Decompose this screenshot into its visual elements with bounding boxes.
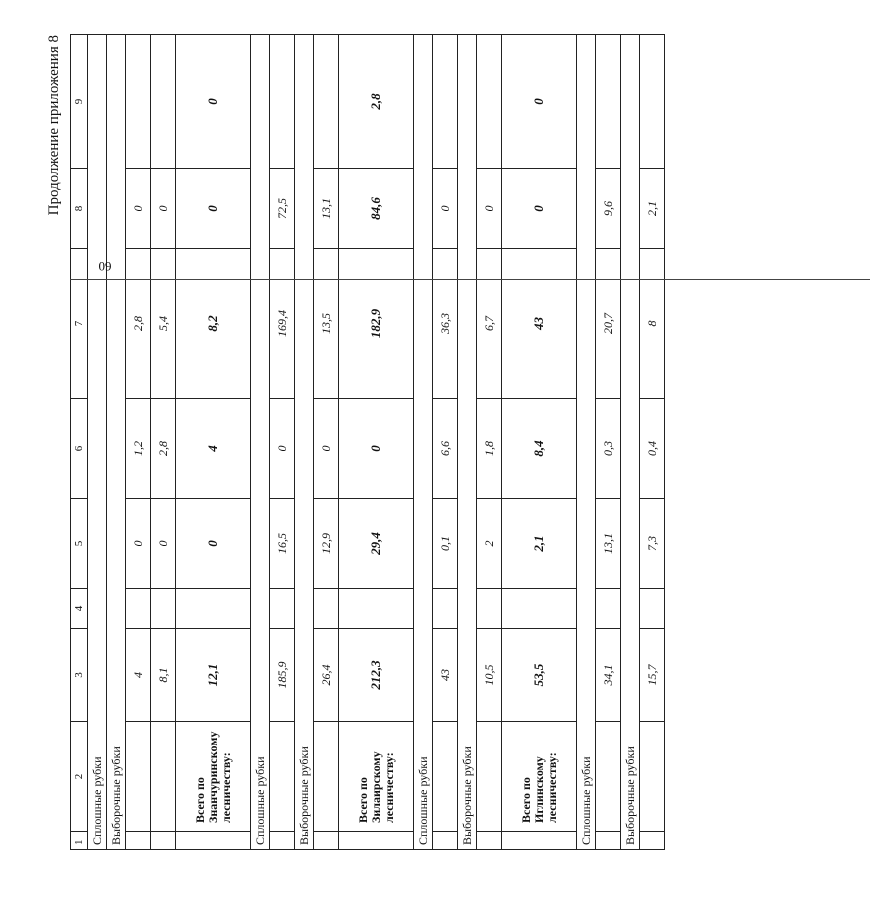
- value-cell: [596, 35, 621, 169]
- category-row: [251, 35, 270, 850]
- value-row: [314, 35, 339, 850]
- page-number: 60: [98, 259, 112, 274]
- value-cell: 0: [433, 169, 458, 249]
- value-cell: 0,3: [596, 399, 621, 499]
- column-number: 3: [71, 629, 88, 722]
- value-cell: [596, 589, 621, 629]
- total-label-line: лесничеству:: [544, 752, 559, 823]
- value-cell: 4: [126, 629, 151, 722]
- total-label-line: Знанчуринскому: [205, 731, 220, 823]
- empty-cell: [502, 832, 577, 850]
- total-label-line: Всего по: [355, 777, 370, 823]
- column-number: 6: [71, 399, 88, 499]
- category-label: Сплошные рубки: [88, 35, 107, 850]
- value-cell: [314, 589, 339, 629]
- total-value-cell: 182,9: [339, 249, 414, 399]
- value-cell: [270, 722, 295, 832]
- value-cell: 13,5: [314, 249, 339, 399]
- empty-cell: [314, 832, 339, 850]
- total-label-line: Всего по: [192, 777, 207, 823]
- category-label: Выборочные рубки: [458, 35, 477, 850]
- total-value-cell: 0: [339, 399, 414, 499]
- value-row: [151, 35, 176, 850]
- empty-cell: [596, 832, 621, 850]
- value-cell: [126, 589, 151, 629]
- value-cell: 2,8: [126, 249, 151, 399]
- value-cell: [433, 35, 458, 169]
- value-cell: [151, 589, 176, 629]
- value-row: [126, 35, 151, 850]
- column-number: 5: [71, 499, 88, 589]
- value-cell: [151, 35, 176, 169]
- total-value-cell: 0: [176, 35, 251, 169]
- category-row: [88, 35, 107, 850]
- value-cell: 8: [640, 249, 665, 399]
- category-row: [458, 35, 477, 850]
- rotated-page-content: [40, 35, 659, 850]
- total-label-line: Всего по Иглинскому: [518, 756, 546, 823]
- category-row: [577, 35, 596, 850]
- value-cell: 0: [477, 169, 502, 249]
- column-number: 2: [71, 722, 88, 832]
- column-number: 8: [71, 169, 88, 249]
- total-value-cell: [176, 589, 251, 629]
- total-value-cell: 8,2: [176, 249, 251, 399]
- column-number: 9: [71, 35, 88, 169]
- value-cell: 20,7: [596, 249, 621, 399]
- total-value-cell: 4: [176, 399, 251, 499]
- logging-data-table: [70, 34, 665, 850]
- total-value-cell: 0: [502, 169, 577, 249]
- empty-cell: [477, 832, 502, 850]
- total-label: [176, 722, 251, 832]
- table-body: [71, 35, 665, 850]
- empty-cell: [126, 832, 151, 850]
- total-value-cell: [339, 589, 414, 629]
- value-cell: [477, 589, 502, 629]
- value-row: [640, 35, 665, 850]
- value-row: [596, 35, 621, 850]
- empty-cell: [151, 832, 176, 850]
- value-cell: [433, 722, 458, 832]
- total-value-cell: 43: [502, 249, 577, 399]
- category-label: Сплошные рубки: [577, 35, 596, 850]
- total-row: [502, 35, 577, 850]
- value-cell: [640, 35, 665, 169]
- value-cell: 5,4: [151, 249, 176, 399]
- value-cell: 2: [477, 499, 502, 589]
- value-cell: [640, 589, 665, 629]
- page-divider-line: [70, 279, 870, 280]
- value-cell: [596, 722, 621, 832]
- value-cell: 0: [314, 399, 339, 499]
- total-value-cell: 84,6: [339, 169, 414, 249]
- column-number: 7: [71, 249, 88, 399]
- continuation-note: Продолжение приложения 8: [46, 35, 62, 216]
- value-cell: [126, 35, 151, 169]
- total-value-cell: 2,1: [502, 499, 577, 589]
- total-label: [339, 722, 414, 832]
- value-cell: [433, 589, 458, 629]
- value-cell: 0,1: [433, 499, 458, 589]
- total-value-cell: 212,3: [339, 629, 414, 722]
- value-cell: [477, 722, 502, 832]
- value-cell: 0: [151, 169, 176, 249]
- value-cell: 6,7: [477, 249, 502, 399]
- value-cell: [640, 722, 665, 832]
- value-row: [477, 35, 502, 850]
- value-cell: 6,6: [433, 399, 458, 499]
- category-row: [107, 35, 126, 850]
- category-row: [414, 35, 433, 850]
- value-cell: 10,5: [477, 629, 502, 722]
- total-value-cell: 0: [176, 499, 251, 589]
- empty-cell: [433, 832, 458, 850]
- value-row: [433, 35, 458, 850]
- value-cell: [270, 35, 295, 169]
- value-cell: [126, 722, 151, 832]
- value-cell: 0: [126, 499, 151, 589]
- value-cell: 16,5: [270, 499, 295, 589]
- category-label: Выборочные рубки: [621, 35, 640, 850]
- category-label: Сплошные рубки: [251, 35, 270, 850]
- value-cell: 0: [126, 169, 151, 249]
- value-cell: 1,2: [126, 399, 151, 499]
- value-row: [270, 35, 295, 850]
- column-number-row: [71, 35, 88, 850]
- value-cell: 8,1: [151, 629, 176, 722]
- empty-cell: [339, 832, 414, 850]
- value-cell: 13,1: [314, 169, 339, 249]
- value-cell: 43: [433, 629, 458, 722]
- value-cell: 185,9: [270, 629, 295, 722]
- value-cell: 0: [151, 499, 176, 589]
- value-cell: 0: [270, 399, 295, 499]
- value-cell: 2,1: [640, 169, 665, 249]
- category-row: [295, 35, 314, 850]
- empty-cell: [270, 832, 295, 850]
- total-value-cell: 0: [502, 35, 577, 169]
- column-number: 4: [71, 589, 88, 629]
- value-cell: [314, 35, 339, 169]
- total-value-cell: [502, 589, 577, 629]
- total-value-cell: 2,8: [339, 35, 414, 169]
- value-cell: 36,3: [433, 249, 458, 399]
- value-cell: 72,5: [270, 169, 295, 249]
- total-value-cell: 29,4: [339, 499, 414, 589]
- value-cell: 7,3: [640, 499, 665, 589]
- total-label-line: лесничеству:: [381, 752, 396, 823]
- total-value-cell: 53,5: [502, 629, 577, 722]
- total-label-line: лесничеству:: [218, 752, 233, 823]
- value-cell: [314, 722, 339, 832]
- value-cell: [151, 722, 176, 832]
- empty-cell: [640, 832, 665, 850]
- category-label: Выборочные рубки: [295, 35, 314, 850]
- value-cell: 2,8: [151, 399, 176, 499]
- column-number: 1: [71, 832, 88, 850]
- category-label: Выборочные рубки: [107, 35, 126, 850]
- value-cell: 13,1: [596, 499, 621, 589]
- value-cell: [477, 35, 502, 169]
- value-cell: 15,7: [640, 629, 665, 722]
- value-cell: 12,9: [314, 499, 339, 589]
- total-label: [502, 722, 577, 832]
- value-cell: 9,6: [596, 169, 621, 249]
- total-row: [339, 35, 414, 850]
- total-value-cell: 8,4: [502, 399, 577, 499]
- total-label-line: Зилаирскому: [368, 751, 383, 823]
- value-cell: 34,1: [596, 629, 621, 722]
- value-cell: 26,4: [314, 629, 339, 722]
- total-row: [176, 35, 251, 850]
- total-value-cell: 0: [176, 169, 251, 249]
- category-row: [621, 35, 640, 850]
- empty-cell: [176, 832, 251, 850]
- total-value-cell: 12,1: [176, 629, 251, 722]
- value-cell: 0,4: [640, 399, 665, 499]
- value-cell: 1,8: [477, 399, 502, 499]
- value-cell: [270, 589, 295, 629]
- category-label: Сплошные рубки: [414, 35, 433, 850]
- value-cell: 169,4: [270, 249, 295, 399]
